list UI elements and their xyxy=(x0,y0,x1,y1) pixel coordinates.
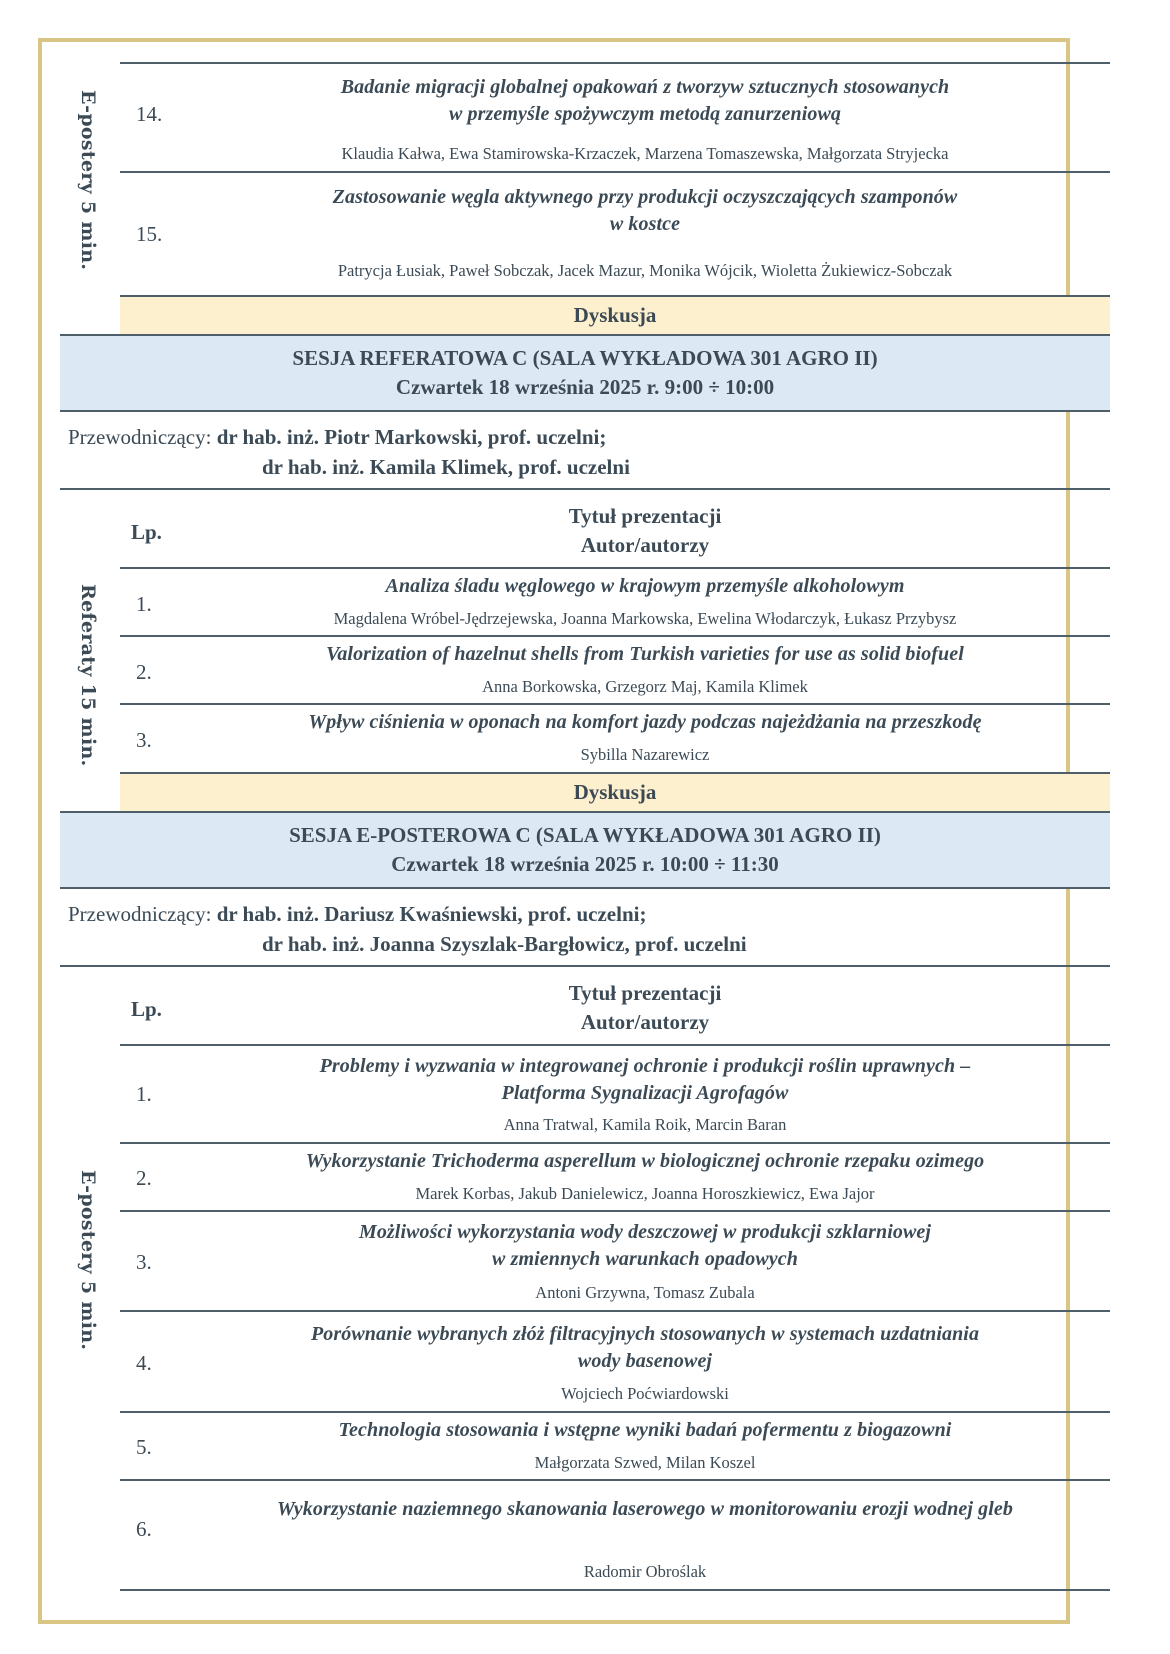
divider xyxy=(120,1210,1110,1212)
item-title-line: w zmiennych warunkach opadowych xyxy=(492,1248,798,1270)
item-number: 5. xyxy=(136,1435,152,1459)
item-title xyxy=(180,1053,1110,1107)
item-title-line: Badanie migracji globalnej opakowań z tworzyw sztucznych stosowanych xyxy=(340,76,950,98)
item-authors: Małgorzata Szwed, Milan Koszel xyxy=(534,1453,756,1472)
divider xyxy=(60,965,1110,967)
item-title-line: Możliwości wykorzystania wody deszczowej w produkcji szklarniowej xyxy=(358,1221,932,1243)
item-number: 1. xyxy=(136,1082,152,1106)
divider xyxy=(60,410,1110,412)
side-label-e-postery: E-postery 5 min. xyxy=(77,1169,99,1351)
item-authors: Wojciech Poćwiardowski xyxy=(561,1384,729,1403)
item-authors: Anna Borkowska, Grzegorz Maj, Kamila Klimek xyxy=(482,677,808,696)
item-number: 2. xyxy=(136,660,152,684)
item-authors: Marek Korbas, Jakub Danielewicz, Joanna Horoszkiewicz, Ewa Jajor xyxy=(415,1184,875,1203)
item-title xyxy=(170,1496,1120,1523)
item-title-line: w przemyśle spożywczym metodą zanurzeniową xyxy=(449,103,841,125)
column-header-lp: Lp. xyxy=(131,997,162,1021)
item-number: 2. xyxy=(136,1166,152,1190)
header-authors: Autor/autorzy xyxy=(580,1010,710,1034)
item-title-line: Wykorzystanie naziemnego skanowania laserowego w monitorowaniu erozji wodnej gleb xyxy=(277,1498,1013,1520)
discussion-row: Dyskusja xyxy=(120,297,1110,334)
session-header xyxy=(60,813,1110,887)
item-title xyxy=(180,1219,1110,1273)
item-title: Valorization of hazelnut shells from Turkish varieties for use as solid biofuel xyxy=(326,643,964,665)
session-date: Czwartek 18 września 2025 r. 10:00 ÷ 11:30 xyxy=(391,852,779,876)
item-title-line: Problemy i wyzwania w integrowanej ochronie i produkcji roślin uprawnych – xyxy=(319,1055,971,1077)
divider xyxy=(120,62,1110,64)
item-title-line: Porównanie wybranych złóż filtracyjnych stosowanych w systemach uzdatniania xyxy=(310,1323,980,1345)
chair-name: dr hab. inż. Joanna Szyszlak-Bargłowicz, prof. uczelni xyxy=(262,932,747,956)
item-title: Analiza śladu węglowego w krajowym przemyśle alkoholowym xyxy=(385,575,905,597)
discussion-row: Dyskusja xyxy=(120,774,1110,811)
divider xyxy=(120,635,1110,637)
item-number: 14. xyxy=(136,102,163,126)
item-title-line: w kostce xyxy=(609,213,681,235)
item-title xyxy=(180,1321,1110,1375)
divider xyxy=(120,1479,1110,1481)
divider xyxy=(60,887,1110,889)
chair-name: dr hab. inż. Dariusz Kwaśniewski, prof. uczelni; xyxy=(216,902,647,926)
item-title xyxy=(180,1417,1110,1444)
divider xyxy=(60,488,1110,490)
session-chairs xyxy=(68,899,747,959)
item-title-line: Zastosowanie węgla aktywnego przy produkcji oczyszczających szamponów xyxy=(332,186,958,208)
side-label-e-postery: E-postery 5 min. xyxy=(77,89,99,271)
item-number: 4. xyxy=(136,1351,152,1375)
item-number: 6. xyxy=(136,1517,152,1541)
item-title xyxy=(180,1148,1110,1175)
header-title: Tytuł prezentacji xyxy=(568,504,722,528)
item-title xyxy=(180,184,1110,238)
item-title-line: wody basenowej xyxy=(577,1350,713,1372)
divider xyxy=(120,567,1110,569)
divider xyxy=(120,703,1110,705)
session-header xyxy=(60,336,1110,410)
item-number: 15. xyxy=(136,222,163,246)
header-title: Tytuł prezentacji xyxy=(568,981,722,1005)
item-title xyxy=(180,74,1110,128)
divider xyxy=(120,1044,1110,1046)
item-number: 3. xyxy=(136,1250,152,1274)
item-authors: Magdalena Wróbel-Jędrzejewska, Joanna Markowska, Ewelina Włodarczyk, Łukasz Przybysz xyxy=(333,609,957,628)
divider xyxy=(120,171,1110,173)
item-number: 3. xyxy=(136,728,152,752)
item-title-line: Wykorzystanie Trichoderma asperellum w biologicznej ochronie rzepaku ozimego xyxy=(305,1150,985,1172)
item-authors: Sybilla Nazarewicz xyxy=(580,745,710,764)
item-authors: Patrycja Łusiak, Paweł Sobczak, Jacek Mazur, Monika Wójcik, Wioletta Żukiewicz-Sobczak xyxy=(337,261,953,280)
column-header-lp: Lp. xyxy=(131,520,162,544)
item-authors: Anna Tratwal, Kamila Roik, Marcin Baran xyxy=(503,1115,787,1134)
header-authors: Autor/autorzy xyxy=(580,533,710,557)
chair-label: Przewodniczący: xyxy=(68,902,212,926)
column-header-title xyxy=(180,502,1110,560)
divider xyxy=(120,1310,1110,1312)
divider xyxy=(120,1589,1110,1591)
item-title: Wpływ ciśnienia w oponach na komfort jazdy podczas najeżdżania na przeszkodę xyxy=(308,711,982,733)
session-date: Czwartek 18 września 2025 r. 9:00 ÷ 10:00 xyxy=(395,375,775,399)
divider xyxy=(120,1142,1110,1144)
session-chairs xyxy=(68,422,630,482)
chair-name: dr hab. inż. Piotr Markowski, prof. uczelni; xyxy=(216,425,607,449)
item-authors: Radomir Obroślak xyxy=(583,1562,707,1581)
divider xyxy=(120,1411,1110,1413)
column-header-title xyxy=(180,979,1110,1037)
item-authors: Klaudia Kałwa, Ewa Stamirowska-Krzaczek, Marzena Tomaszewska, Małgorzata Stryjecka xyxy=(341,144,949,163)
session-title: SESJA REFERATOWA C (SALA WYKŁADOWA 301 AGRO II) xyxy=(292,346,878,370)
item-number: 1. xyxy=(136,592,152,616)
item-title-line: Platforma Sygnalizacji Agrofagów xyxy=(501,1082,789,1104)
chair-name: dr hab. inż. Kamila Klimek, prof. uczelni xyxy=(262,455,630,479)
session-title: SESJA E-POSTEROWA C (SALA WYKŁADOWA 301 AGRO II) xyxy=(289,823,881,847)
item-title-line: Technologia stosowania i wstępne wyniki badań pofermentu z biogazowni xyxy=(338,1419,952,1441)
item-authors: Antoni Grzywna, Tomasz Zubala xyxy=(535,1283,755,1302)
side-label-referaty: Referaty 15 min. xyxy=(77,583,99,767)
chair-label: Przewodniczący: xyxy=(68,425,212,449)
